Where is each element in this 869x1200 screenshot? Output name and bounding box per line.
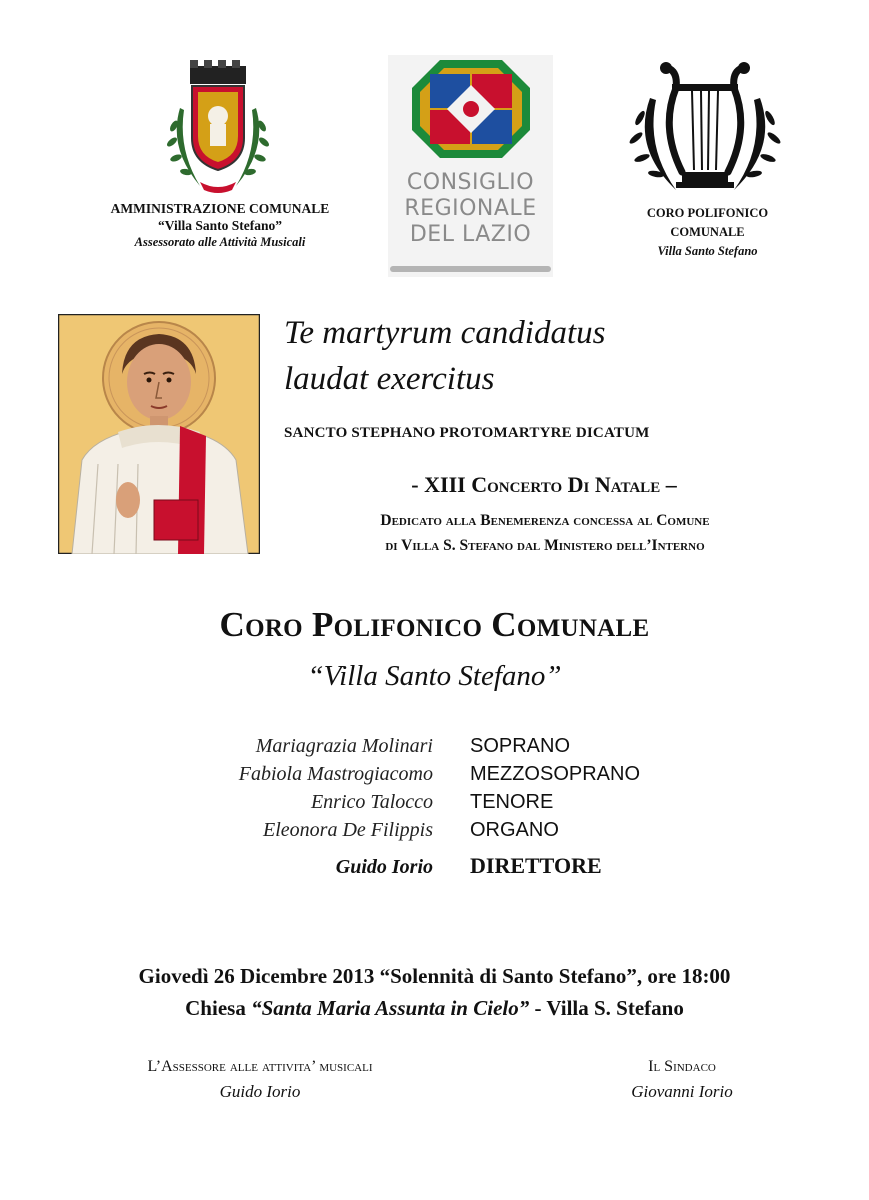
sindaco-role: Il Sindaco (648, 1058, 716, 1075)
director-name: Guido Iorio (335, 856, 433, 878)
town-line: “Villa Santo Stefano” (157, 218, 282, 233)
performer-role: MEZZOSOPRANO (470, 763, 641, 785)
coro-line-3: Villa Santo Stefano (657, 244, 758, 258)
dicatum-line: SANCTO STEPHANO PROTOMARTYRE DICATUM (284, 425, 650, 441)
assessorato-line: Assessorato alle Attività Musicali (134, 235, 306, 249)
concerto-title: - XIII Concerto Di Natale – (411, 472, 677, 497)
director-role: DIRETTORE (470, 853, 602, 878)
consiglio-line-3: DEL LAZIO (409, 222, 532, 247)
assessore-role: L’Assessore alle attivita’ musicali (147, 1058, 373, 1075)
consiglio-line-1: CONSIGLIO (406, 170, 535, 195)
coro-line-1: CORO POLIFONICO (646, 206, 769, 220)
assessore-name: Guido Iorio (219, 1082, 301, 1101)
performer-name: Eleonora De Filippis (263, 819, 433, 841)
motto-line-1: Te martyrum candidatus (284, 315, 606, 351)
choir-subtitle: “Villa Santo Stefano” (307, 660, 562, 692)
performer-role: SOPRANO (470, 735, 571, 757)
choir-title: Coro Polifonico Comunale (219, 605, 650, 644)
motto-line-2: laudat exercitus (284, 361, 495, 397)
performer-name: Mariagrazia Molinari (255, 735, 433, 757)
director-row (120, 853, 760, 881)
consiglio-wordmark (388, 170, 553, 248)
event-date-line: Giovedì 26 Dicembre 2013 “Solennità di Santo Stefano”, ore 18:00 (138, 964, 731, 988)
consiglio-line-2: REGIONALE (404, 196, 537, 221)
consiglio-underline (390, 266, 551, 272)
coro-line-2: COMUNALE (670, 225, 745, 239)
header-right-text (620, 204, 795, 261)
performers-list (120, 735, 760, 881)
event-location-line (0, 996, 869, 1021)
dedication-line-2: di Villa S. Stefano dal Ministero dell’Interno (385, 537, 705, 554)
sindaco-signature (612, 1058, 752, 1102)
performer-name: Fabiola Mastrogiacomo (238, 763, 433, 785)
event-church-name: “Santa Maria Assunta in Cielo” (251, 996, 530, 1020)
performer-row (120, 791, 760, 819)
admin-line: AMMINISTRAZIONE COMUNALE (110, 201, 330, 216)
performer-row (120, 735, 760, 763)
coat-of-arms-icon (160, 58, 276, 198)
performer-row (120, 763, 760, 791)
dedication-line-1: Dedicato alla Benemerenza concessa al Comune (380, 512, 710, 529)
performer-role: ORGANO (470, 819, 559, 841)
performer-role: TENORE (470, 791, 554, 813)
sindaco-name: Giovanni Iorio (631, 1082, 733, 1101)
saint-stephen-icon (58, 314, 260, 554)
assessore-signature (80, 1058, 440, 1102)
latin-motto (284, 310, 804, 402)
performer-name: Enrico Talocco (310, 791, 433, 813)
event-location-suffix: - Villa S. Stefano (529, 996, 684, 1020)
event-location-prefix: Chiesa (185, 996, 252, 1020)
dedication-text (280, 508, 810, 558)
header-left-text (90, 200, 350, 251)
performer-row (120, 819, 760, 847)
regional-council-emblem-icon (410, 58, 532, 160)
lyre-icon (620, 58, 790, 198)
